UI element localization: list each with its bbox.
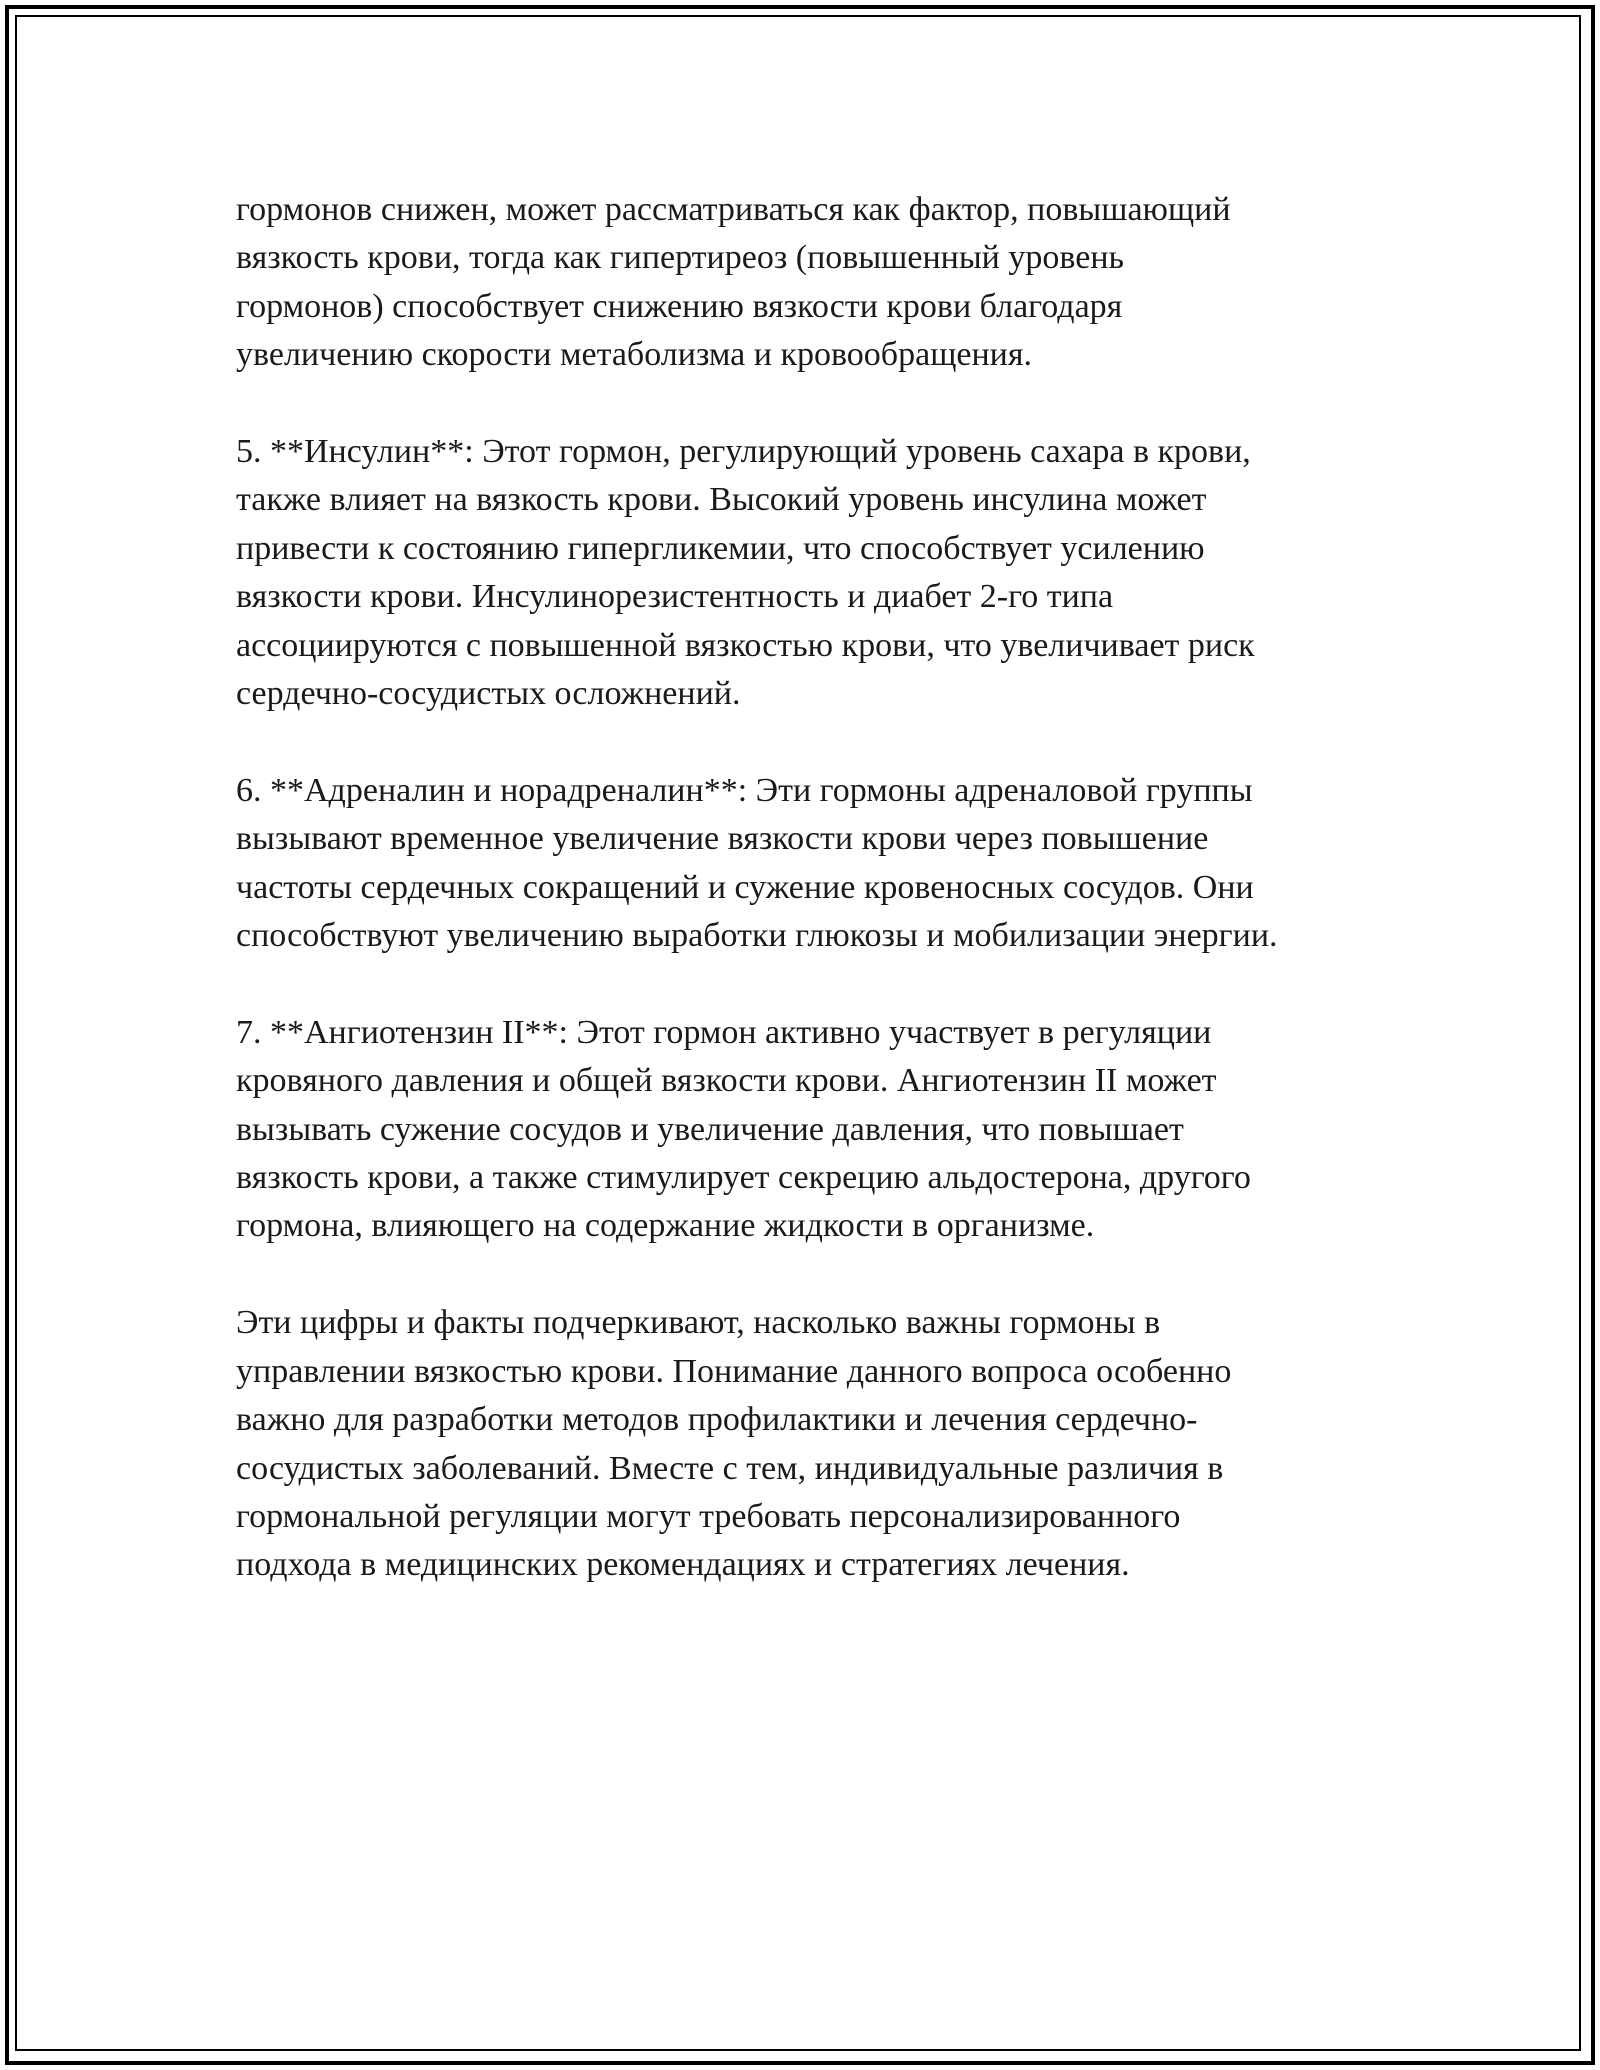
document-body bbox=[236, 186, 1406, 1638]
text-line: гормонов) способствует снижению вязкости крови благодаря bbox=[236, 287, 1123, 325]
text-line: частоты сердечных сокращений и сужение кровеносных сосудов. Они bbox=[236, 868, 1254, 906]
paragraph-insulin bbox=[236, 428, 1406, 718]
text-line: привести к состоянию гипергликемии, что способствует усилению bbox=[236, 529, 1205, 567]
text-line: кровяного давления и общей вязкости крови. Ангиотензин II может bbox=[236, 1062, 1217, 1100]
text-line: 5. **Инсулин**: Этот гормон, регулирующий уровень сахара в крови, bbox=[236, 433, 1251, 471]
text-line: управлении вязкостью крови. Понимание данного вопроса особенно bbox=[236, 1352, 1232, 1390]
text-line: гормона, влияющего на содержание жидкости в организме. bbox=[236, 1207, 1095, 1245]
text-line: вызывать сужение сосудов и увеличение давления, что повышает bbox=[236, 1110, 1184, 1148]
text-line: увеличению скорости метаболизма и кровообращения. bbox=[236, 336, 1032, 374]
text-line: сосудистых заболеваний. Вместе с тем, индивидуальные различия в bbox=[236, 1449, 1224, 1487]
paragraph-conclusion bbox=[236, 1299, 1406, 1589]
text-line: вязкость крови, тогда как гипертиреоз (повышенный уровень bbox=[236, 239, 1125, 277]
text-line: способствуют увеличению выработки глюкозы и мобилизации энергии. bbox=[236, 917, 1278, 955]
text-line: сердечно-сосудистых осложнений. bbox=[236, 675, 741, 713]
paragraph-thyroid-continuation bbox=[236, 186, 1406, 380]
text-line: вызывают временное увеличение вязкости крови через повышение bbox=[236, 820, 1209, 858]
text-line: также влияет на вязкость крови. Высокий уровень инсулина может bbox=[236, 481, 1207, 519]
paragraph-angiotensin bbox=[236, 1009, 1406, 1251]
text-line: гормональной регуляции могут требовать персонализированного bbox=[236, 1497, 1181, 1535]
paragraph-adrenaline bbox=[236, 767, 1406, 961]
text-line: вязкость крови, а также стимулирует секрецию альдостерона, другого bbox=[236, 1159, 1251, 1197]
text-line: ассоциируются с повышенной вязкостью крови, что увеличивает риск bbox=[236, 626, 1255, 664]
text-line: подхода в медицинских рекомендациях и стратегиях лечения. bbox=[236, 1546, 1130, 1584]
text-line: вязкости крови. Инсулинорезистентность и диабет 2-го типа bbox=[236, 578, 1114, 616]
text-line: 7. **Ангиотензин II**: Этот гормон активно участвует в регуляции bbox=[236, 1013, 1212, 1051]
text-line: Эти цифры и факты подчеркивают, насколько важны гормоны в bbox=[236, 1304, 1161, 1342]
text-line: гормонов снижен, может рассматриваться как фактор, повышающий bbox=[236, 191, 1231, 228]
text-line: важно для разработки методов профилактики и лечения сердечно- bbox=[236, 1401, 1198, 1439]
text-line: 6. **Адреналин и норадреналин**: Эти гормоны адреналовой группы bbox=[236, 771, 1253, 809]
